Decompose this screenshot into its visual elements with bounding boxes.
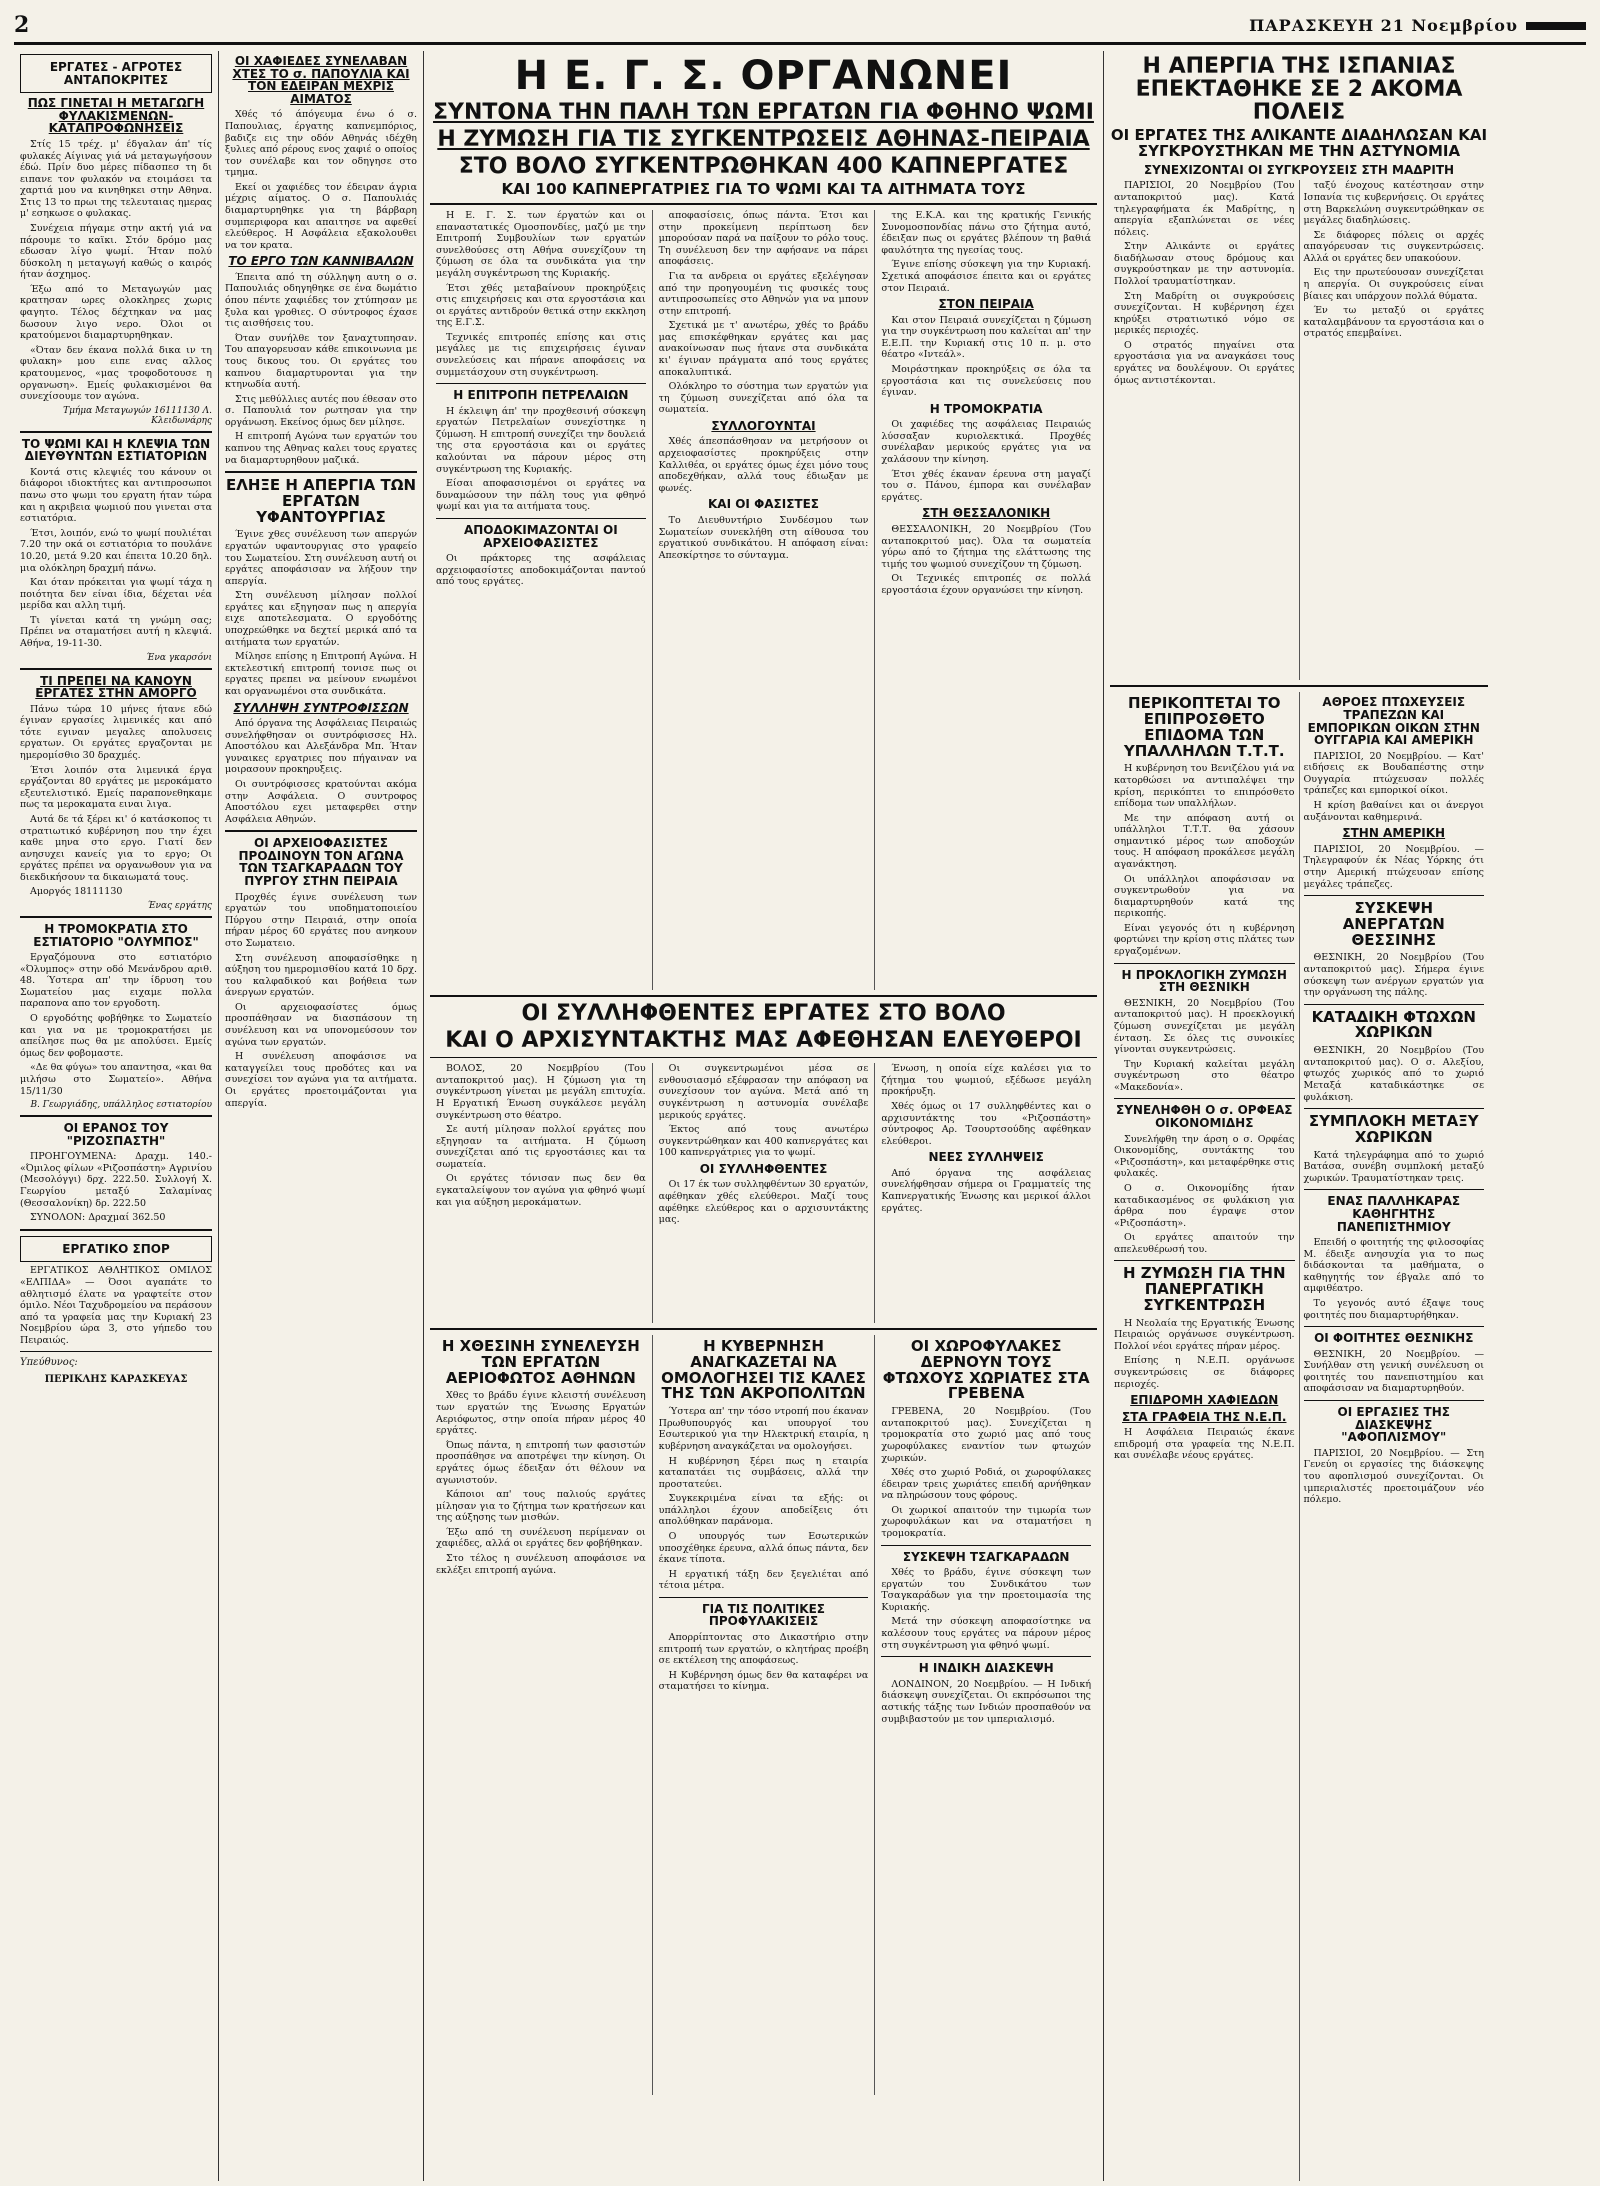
article-body [1114, 1427, 1295, 1462]
paragraph: Η Νεολαία της Εργατικής Ένωσης Πειραιώς οργάνωσε συγκέντρωση. Πολλοί νέοι εργάτες πήραν μέρος. [1114, 1317, 1295, 1352]
paragraph: ΠΑΡΙΣΙΟΙ, 20 Νοεμβρίου. — Τηλεγραφούν έκ Νέας Υόρκης ότι στην Αμερική πτώχευσαν επίσης μεγάλες τράπεζες. [1303, 843, 1484, 890]
article-title: ΚΑΤΑΔΙΚΗ ΦΤΩΧΩΝ ΧΩΡΙΚΩΝ [1311, 1007, 1476, 1042]
divider [881, 1656, 1091, 1657]
article-body [20, 1265, 212, 1346]
divider [20, 1351, 212, 1352]
main-headline-3: Η ΖΥΜΩΣΗ ΓΙΑ ΤΙΣ ΣΥΓΚΕΝΤΡΩΣΕΙΣ ΑΘΗΝΑΣ-ΠΕΙΡΑΙΑ [437, 127, 1090, 153]
article-subtitle-2: ΣΤΑ ΓΡΑΦΕΙΑ ΤΗΣ Ν.Ε.Π. [1122, 1409, 1287, 1424]
article-signature: Ένας εργάτης [147, 900, 212, 911]
volos-columns [430, 1063, 1097, 1323]
article-subtitle: ΣΤΗ ΘΕΣΣΑΛΟΝΙΚΗ [922, 506, 1051, 521]
article-title: ΤΟ ΨΩΜΙ ΚΑΙ Η ΚΛΕΨΙΑ ΤΩΝ ΔΙΕΥΘΥΝΤΩΝ ΕΣΤΙΑΤΟΡΙΩΝ [21, 436, 211, 464]
article-subtitle: ΣΤΗΝ ΑΜΕΡΙΚΗ [1342, 826, 1446, 841]
column-1 [14, 51, 219, 2181]
right-columns [1110, 692, 1488, 2181]
article-title: ΑΘΡΟΕΣ ΠΤΩΧΕΥΣΕΙΣ ΤΡΑΠΕΖΩΝ ΚΑΙ ΕΜΠΟΡΙΚΩΝ ΟΙΚΩΝ ΣΤΗΝ ΟΥΓΓΑΡΙΑ ΚΑΙ ΑΜΕΡΙΚΗ [1307, 695, 1480, 748]
paragraph: ΣΥΝΟΛΟΝ: Δραχμαί 362.50 [30, 1212, 166, 1224]
divider [1304, 895, 1485, 896]
paragraph: Είναι γεγονός ότι η κυβέρνηση φορτώνει την κρίση στις πλάτες των εργαζομένων. [1114, 922, 1295, 958]
main-col-1 [430, 210, 653, 990]
divider [20, 1115, 212, 1117]
spain-subheadline-2: ΣΥΝΕΧΙΖΟΝΤΑΙ ΟΙ ΣΥΓΚΡΟΥΣΕΙΣ ΣΤΗ ΜΑΔΡΙΤΗ [1143, 162, 1455, 177]
article-title: ΣΥΜΠΛΟΚΗ ΜΕΤΑΞΥ ΧΩΡΙΚΩΝ [1308, 1112, 1479, 1146]
paragraph: Κάποιοι απ' τους παλιούς εργάτες μίλησαν για το ζήτημα των κρατήσεων και της αύξησης των μισθών. [436, 1489, 646, 1524]
article-body [1114, 1134, 1295, 1256]
paragraph: Συγκεκριμένα είναι τα εξής: οι υπάλληλοι έχουν αποδείξεις ότι απολύθηκαν παράνομα. [658, 1493, 869, 1528]
divider [20, 431, 212, 433]
divider [1114, 963, 1295, 964]
divider [225, 830, 417, 832]
paragraph: Οι συγκεντρωμένοι μέσα σε ενθουσιασμό εξέφρασαν την απόφαση να συνεχίσουν τον αγώνα. Μετά από τη συγκέντρωση η αστυνομία συνέλαβε μερικούς εργάτες. [658, 1063, 869, 1121]
issue-date-text: ΠΑΡΑΣΚΕΥΗ 21 Νοεμβρίου [1249, 15, 1518, 35]
article-body [881, 1567, 1091, 1651]
main-headline-4: ΣΤΟ ΒΟΛΟ ΣΥΓΚΕΝΤΡΩΘΗΚΑΝ 400 ΚΑΠΝΕΡΓΑΤΕΣ [458, 154, 1069, 180]
paragraph: Απορρίπτοντας στο Δικαστήριο στην επιτροπή των εργατών, ο κλητήρας προέβη σε εκτέλεση της αποφάσεως. [658, 1632, 869, 1667]
article-title: ΓΙΑ ΤΙΣ ΠΟΛΙΤΙΚΕΣ ΠΡΟΦΥΛΑΚΙΣΕΙΣ [702, 1601, 825, 1629]
article-body [659, 1063, 869, 1159]
paragraph: Έξω από τη συνέλευση περίμεναν οι χαφιέδες, αλλά οι εργάτες δεν φοβήθηκαν. [436, 1526, 646, 1550]
lower-columns [430, 1335, 1097, 2095]
paragraph: Στη συνέλευση αποφασίσθηκε η αύξηση του ημερομισθίου κατά 10 δρχ. του καλφαδικού και βοήθεια των άνεργων εργατών. [225, 952, 417, 999]
paragraph: Αυτά δε τά ξέρει κι' ό κατάσκοπος τι στρατιωτικό κυβέρνηση που την έχει καθε μηνα στο εργο. Γιατί δεν ανησυχει κανείς για το εργο; Οι εργάτες πρέπει να οργανωθουν για να διεκδικήσουν τα δικαιωματά τους. [20, 813, 212, 883]
paragraph: Έγινε επίσης σύσκεψη για την Κυριακή. Σχετικά αποφάσισε έπειτα και οι εργάτες στον Πειραιά. [881, 259, 1092, 294]
article-title: Η ΚΥΒΕΡΝΗΣΗ ΑΝΑΓΚΑΖΕΤΑΙ ΝΑ ΟΜΟΛΟΓΗΣΕΙ ΤΙΣ ΚΑΛΕΣ ΤΗΣ ΤΩΝ ΑΚΡΟΠΟΛΙΤΩΝ [661, 1337, 866, 1403]
paragraph: Από όργανα της ασφάλειας συνελήφθησαν σήμερα οι Γραμματείς της Καπνεργατικής Ένωσης και μερικοί άλλοι εργάτες. [881, 1167, 1092, 1214]
paragraph: Χθες το βράδυ έγινε κλειστή συνέλευση των εργατών της Ένωσης Εργατών Αεριόφωτος, στην οποία πήραν μέρος 40 εργάτες. [436, 1390, 646, 1437]
article-title: Η ΤΡΟΜΟΚΡΑΤΙΑ ΣΤΟ ΕΣΤΙΑΤΟΡΙΟ "ΟΛΥΜΠΟΣ" [33, 921, 199, 949]
article-body [1304, 952, 1485, 998]
paragraph: Ο σ. Οικονομίδης ήταν καταδικασμένος σε φυλάκιση για άρθρα που έγραψε στον «Ριζοσπάστη». [1114, 1182, 1295, 1229]
responsible-label: Υπεύθυνος: [20, 1357, 78, 1369]
paragraph: Σε διάφορες πόλεις οι αρχές απαγόρευσαν τις συγκεντρώσεις. Αλλά οι εργάτες δεν υπακούουν. [1303, 229, 1484, 264]
volos-col-3 [875, 1063, 1097, 1323]
paragraph: Οι αρχειοφασίστες όμως προσπάθησαν να διασπάσουν τη συνέλευση και να υπονομεύσουν τον αγώνα των εργατών. [225, 1001, 417, 1048]
paragraph: Χθές στο χωριό Ροδιά, οι χωροφύλακες έδειραν τρεις χωριάτες επειδή αρνήθηκαν να πληρώσουν τους φόρους. [881, 1467, 1092, 1502]
paragraph: Στη συνέλευση μίλησαν πολλοί εργάτες και εξηγησαν πως η απεργία ειχε αποτελεσματα. Ο εργοδότης υποχρεώθηκε να δεχτεί μερικά από τα αιτήματα των εργατών. [225, 590, 417, 648]
paragraph: Η Ε. Γ. Σ. των έργατών και οι επαναστατικές Ομοσπονδίες, μαζύ με την Επιτροπή Συμβουλίων των εργατών συνελθούσες στη Αθήνα συνεχίζουν τη ζύμωση σε όλα τα συνδικάτα για την μεγάλη συγκέντρωση της Κυριακής. [436, 210, 646, 279]
paragraph: Η Κυβέρνηση όμως δεν θα καταφέρει να σταματήσει το κίνημα. [658, 1669, 869, 1693]
spain-headline: Η ΑΠΕΡΓΙΑ ΤΗΣ ΙΣΠΑΝΙΑΣ ΕΠΕΚΤΑΘΗΚΕ ΣΕ 2 ΑΚΟΜΑ ΠΟΛΕΙΣ [1135, 54, 1463, 126]
divider [430, 203, 1097, 205]
section-title: ΕΡΓΑΤΕΣ - ΑΓΡΟΤΕΣ ΑΝΤΑΠΟΚΡΙΤΕΣ [49, 60, 183, 87]
divider [430, 1057, 1097, 1058]
paragraph: «Όταν δεν έκανα πολλά δικα ιν τη φυλακη» μου ειπε ενας αλλος κρατουμενος, «μας τροφοδοτουσε η οργανωση». Εμείς φυλακισμένοι θα συνεχίσουμε τον αγώνα. [20, 344, 212, 403]
paragraph: Στη Μαδρίτη οι συγκρούσεις συνεχίζονται. Η κυβέρνηση έχει κηρύξει στρατιωτικό νόμο σε μερικές περιοχές. [1114, 290, 1295, 337]
issue-date [1249, 16, 1586, 35]
article-body [20, 1151, 212, 1223]
paragraph: ΘΕΣΝΙΚΗ, 20 Νοεμβρίου (Του ανταποκριτού μας). Η προεκλογική ζύμωση συνεχίζεται με μεγάλη ένταση. Σε όλες τις συνοικίες γίνονται συγκεντρώσεις. [1114, 997, 1295, 1056]
paragraph: ΕΡΓΑΤΙΚΟΣ ΑΘΛΗΤΙΚΟΣ ΟΜΙΛΟΣ «ΕΛΠΙΔΑ» — Όσοι αγαπάτε το αθλητισμό έλατε να γραφτείτε στον όμιλο. Νέοι Ταχυδρομείου να περάσουν από τα γραφεία μας την Κυριακή 23 Νοεμβρίου ώρα 3, στο γήπεδο του Πειραιώς. [20, 1265, 212, 1346]
article-subtitle: Η ΤΡΟΜΟΚΡΑΤΙΑ [929, 401, 1043, 416]
article-title: ΟΙ ΦΟΙΤΗΤΕΣ ΘΕΣΝΙΚΗΣ [1314, 1331, 1474, 1346]
article-subtitle: ΑΠΟΔΟΚΙΜΑΖΟΝΤΑΙ ΟΙ ΑΡΧΕΙΟΦΑΣΙΣΤΕΣ [463, 522, 618, 550]
paragraph: Επίσης η Ν.Ε.Π. οργάνωσε συγκεντρώσεις σε διάφορες περιοχές. [1114, 1355, 1295, 1390]
article-title: Η ΙΝΔΙΚΗ ΔΙΑΣΚΕΨΗ [918, 1661, 1054, 1676]
paragraph: Και στον Πειραιά συνεχίζεται η ζύμωση για την συγκέντρωση που καλείται απ' την Ε.Ε.Π. την Κυριακή στις 10 π. μ. στο θέατρο «Ιντεάλ». [881, 314, 1092, 361]
article-body [881, 1679, 1091, 1725]
article-title: ΠΩΣ ΓΙΝΕΤΑΙ Η ΜΕΤΑΓΩΓΗ ΦΥΛΑΚΙΣΜΕΝΩΝ-ΚΑΤΑΠΡΟΦΩΝΗΣΕΙΣ [27, 96, 205, 136]
article-title: Η ΠΡΟΚΛΟΓΙΚΗ ΖΥΜΩΣΗ ΣΤΗ ΘΕΣΝΙΚΗ [1121, 967, 1287, 995]
article-body [436, 1390, 646, 1576]
article-title: ΕΡΓΑΤΙΚΟ ΣΠΟΡ [62, 1241, 170, 1256]
article-body [225, 272, 417, 466]
paragraph: Ύστερα απ' την τόσο ντροπή που έκαναν Πρωθυπουργός και υπουργοί του Εσωτερικού για την Ηλεκτρική εταιρία, η κυβέρνηση αναγκάζεται να ομολογήσει. [658, 1406, 869, 1452]
paragraph: Χθές τό άπόγευμα ένω ό σ. Παπουλιας, έργατης καπνεμπόριος, βαδιζε εις την οδόν Αθηνάς ιδέχθη ξυλιες από ρέρους ενος χαφιέ ο οποίος τον συνέλαβε και τον οδηγησε στο τμημα. [225, 109, 417, 179]
paragraph: Σχετικά με τ' ανωτέρω, χθές το βράδυ μας επισκέφθηκαν εργάτες και μας ανακοίνωσαν πως ήτανε στα συνδικάτα κι' έγιναν πράγματα από τους εργάτες αποκαλυπτικά. [658, 320, 869, 378]
article-body [1304, 751, 1485, 823]
paragraph: Χθές άπεσπάσθησαν να μετρήσουν οι αρχειοφασίστες προκηρύξεις στην Καλλιθέα, οι εργάτες όμως έχει μόνο τους αποδεχθήκαν, αλλά τους έδιωξαν με φωνές. [658, 436, 869, 494]
article-body [881, 419, 1091, 503]
article-title: ΟΙ ΧΑΦΙΕΔΕΣ ΣΥΝΕΛΑΒΑΝ ΧΤΕΣ ΤΟ σ. ΠΑΠΟΥΛΙΑ ΚΑΙ ΤΟΝ ΕΔΕΙΡΑΝ ΜΕΧΡΙΣ ΑΙΜΑΤΟΣ [232, 54, 410, 106]
paragraph: Η συνέλευση αποφάσισε να καταγγείλει τους προδότες και να συνεχίσει τον αγώνα για τα αιτήματα. Οι εργάτες προετοιμάζονται για απεργία. [225, 1051, 417, 1109]
article-subtitle: ΝΕΕΣ ΣΥΛΛΗΨΕΙΣ [928, 1150, 1044, 1165]
divider [1304, 1400, 1485, 1401]
article-body [225, 718, 417, 825]
divider [1114, 1098, 1295, 1099]
divider [436, 518, 646, 519]
paragraph: Το Διευθυντήριο Συνδέσμου των Σωματείων συνεκλήθη στη αίθουσα του εργατικού συνδικάτου. Η απόφαση είναι: Απεσκίρτησε το σύνταγμα. [658, 514, 869, 561]
paragraph: Έτσι χθές μεταβαίνουν προκηρύξεις στις επιχειρήσεις και στα εργοστάσια και οι εργάτες αντιδρούν θετικά στην εκκληση της Ε.Γ.Σ. [436, 282, 646, 329]
paragraph: Οι χωρικοί απαιτούν την τιμωρία των χωροφυλάκων και να σταματήσει η τρομοκρατία. [881, 1504, 1092, 1539]
divider [1114, 1260, 1295, 1261]
paragraph: Ένωση, η οποία είχε καλέσει για το ζήτημα του ψωμιού, εξέδωσε μεγάλη προκήρυξη. [881, 1063, 1092, 1098]
main-section [424, 51, 1104, 2181]
spain-columns [1110, 180, 1488, 680]
paragraph: ΘΕΣΝΙΚΗ, 20 Νοεμβρίου. — Συνήλθαν στη γενική συνέλευση οι φοιτητές του πανεπιστημίου και αποφάσισαν να διαμαρτυρηθούν. [1303, 1348, 1484, 1395]
paragraph: Συνέχεια πήγαμε στην ακτή γιά να πάρουμε το καϊκι. Στόν δρόμο μας εδωσαν λίγο ψωμί. Ήταν πολύ δύσκολη η μεταγωγή καθώς ο καιρός ήταν άσχημος. [20, 223, 212, 281]
paragraph: Κοντά στις κλεψιές του κάνουν οι διάφοροι ιδιοκτήτες και αντιπροσωποι πανω στο ψωμι του εργατη ήταν τώρα και η ακριβεια ψωμιού που γινεται στα εστιατόρια. [20, 466, 212, 525]
article-body [436, 210, 646, 378]
main-headline-2: ΣΥΝΤΟΝΑ ΤΗΝ ΠΑΛΗ ΤΩΝ ΕΡΓΑΤΩΝ ΓΙΑ ΦΘΗΝΟ ΨΩΜΙ [433, 100, 1094, 125]
columns [14, 51, 1586, 2181]
lower-col-3 [875, 1335, 1097, 2095]
article-body [1304, 844, 1485, 890]
article-signature: Ένα γκαρσόνι [146, 652, 212, 663]
paragraph: ταξύ ένοχους κατέστησαν στην Ισπανία τις κυβερνήσεις. Οι εργάτες στη Βαρκελώνη συγκεντρώθηκαν σε μεγάλες διαδηλώσεις. [1303, 180, 1484, 227]
section-header [20, 54, 212, 93]
paragraph: Η επιτροπή Αγώνα των εργατών του καπνου της Αθηνας καλει τους εργατες να διαμαρτυρηθουν μαζικά. [225, 431, 417, 466]
article-body [1304, 180, 1485, 340]
main-col-3 [875, 210, 1097, 990]
article-body [659, 436, 869, 494]
article-body [881, 315, 1091, 399]
paragraph: Προχθές έγινε συνέλευση των εργατών του υποδηματοποιείου Πύργου στην Πειραιά, στην οποία πήραν μέρος 60 εργάτες που ανηκουν στο Σωματειο. [225, 891, 417, 949]
article-title: ΤΙ ΠΡΕΠΕΙ ΝΑ ΚΑΝΟΥΝ ΕΡΓΑΤΕΣ ΣΤΗΝ ΑΜΟΡΓΟ [35, 673, 197, 701]
paragraph: Ο εργοδότης φοβήθηκε το Σωματείο και για να με τρομοκρατήσει με απείλησε πως θα με απολύσει. Εμείς όμως δεν φοβομαστε. [20, 1013, 212, 1059]
paragraph: Έτσι, λοιπόν, ενώ το ψωμί πουλιέται 7.20 την οκά οι εστιατόρια το πουλάνε 10.20, μετά 9.20 και έπειτα 10.20 δηλ. μια ολόκληρη δραχμή πάνω. [20, 527, 212, 574]
paragraph: Ο υπουργός των Εσωτερικών υποσχέθηκε έρευνα, αλλά όπως πάντα, δεν έκανε τίποτα. [658, 1531, 869, 1566]
paragraph: Οι συντρόφισσες κρατούνται ακόμα στην Ασφάλεια. Ο συντροφος Αποστόλου εχει μεταφερθει στην Ασφάλεια Αθηνών. [225, 778, 417, 825]
article-body [1114, 180, 1295, 386]
divider [20, 1229, 212, 1231]
main-col-2 [653, 210, 876, 990]
divider [881, 1545, 1091, 1546]
paragraph: Μίλησε επίσης η Επιτροπή Αγώνα. Η εκτελεστική επιτροπή τονισε πως οι εργατες πρεπει να μείνουν ενωμένοι και οργανωμένοι στα συνδικάτα. [225, 651, 417, 697]
volos-headline: ΟΙ ΣΥΛΛΗΦΘΕΝΤΕΣ ΕΡΓΑΤΕΣ ΣΤΟ ΒΟΛΟ [521, 1001, 1006, 1027]
volos-headline-2: ΚΑΙ Ο ΑΡΧΙΣΥΝΤΑΚΤΗΣ ΜΑΣ ΑΦΕΘΗΣΑΝ ΕΛΕΥΘΕΡΟΙ [445, 1028, 1082, 1054]
article-body [225, 529, 417, 697]
paragraph: Ολόκληρο το σύστημα των εργατών για τη ζύμωση συνεχίζεται από όλα τα σωματεία. [658, 381, 869, 416]
paragraph: Όταν συνήλθε τον ξαναχτυπησαν. Του απαγορευσαν κάθε επικοινωνια με τους δικους του. Οι εργάτες του καπνου διαμαρτυρονται για την κτηνωδία αυτή. [225, 332, 417, 391]
paragraph: Και όταν πρόκειται για ψωμί τάχα η ποιότητα δεν είναι ίδια, δέχεται νέα μερίδα και αλλη τιμή. [20, 577, 212, 612]
paragraph: Την Κυριακή καλείται μεγάλη συγκέντρωση στο θέατρο «Μακεδονία». [1114, 1058, 1295, 1093]
paragraph: Κατά τηλεγράφημα από το χωριό Βατάσα, συνέβη συμπλοκή μεταξύ χωρικών. Τραυματίστηκαν τρεις. [1303, 1149, 1484, 1184]
paragraph: Έν τω μεταξύ οι εργάτες καταλαμβάνουν τα εργοστάσια και ο στρατός επεμβαίνει. [1303, 305, 1484, 340]
paragraph: Τεχνικές επιτροπές επίσης και στις μεγάλες με τις επιχειρήσεις έγιναν συνελεύσεις και πήρανε αποφάσεις να συμμετάσχουν στη συγκέντρωση. [436, 331, 646, 378]
article-body [881, 524, 1091, 596]
article-subtitle: ΣΥΛΛΟΓΟΥΝΤΑΙ [711, 418, 816, 433]
paragraph: ΒΟΛΟΣ, 20 Νοεμβρίου (Του ανταποκριτού μας). Η ζύμωση για τη συγκέντρωση γίνεται με μεγάλη επιτυχία. Η Εργατική Ένωση συγκάλεσε μεγάλη συγκέντρωση στο θέατρο. [436, 1063, 646, 1121]
page-number: 2 [14, 12, 30, 38]
paragraph: Η κυβέρνηση ξέρει πως η εταιρία καταπατάει τις συμβάσεις, αλλά την προστατεύει. [658, 1455, 869, 1490]
paragraph: Χθές το βράδυ, έγινε σύσκεψη των εργατών του Συνδικάτου των Τσαγκαράδων για την προετοιμασία της Κυριακής. [881, 1567, 1092, 1613]
article-body [881, 1063, 1091, 1147]
article-body [20, 139, 212, 403]
article-title: ΟΙ ΑΡΧΕΙΟΦΑΣΙΣΤΕΣ ΠΡΟΔΙΝΟΥΝ ΤΟΝ ΑΓΩΝΑ ΤΩΝ ΤΣΑΓΚΑΡΑΔΩΝ ΤΟΥ ΠΥΡΓΟΥ ΣΤΗΝ ΠΕΙΡΑΙΑ [238, 836, 404, 889]
paragraph: της Ε.Κ.Α. και της κρατικής Γενικής Συνομοσπονδίας πάνω στο ζήτημα αυτό, έδειξαν πως οι εργάτες βλέπουν τη βαθιά φαυλότητα της ηγεσίας τους. [881, 210, 1092, 256]
column-2 [219, 51, 424, 2181]
paragraph: Έγινε χθες συνέλευση των απεργών εργατών υφαντουργιας στο γραφείο του Σωματείου. Στη συνέλευση αυτή οι εργάτες αποφάσισαν να λήξουν την απεργία. [225, 529, 417, 587]
paragraph: Η εργατική τάξη δεν ξεγελιέται από τέτοια μέτρα. [658, 1568, 869, 1592]
spain-col-1 [1110, 180, 1300, 680]
article-body [20, 704, 212, 898]
spain-subheadline: ΟΙ ΕΡΓΑΤΕΣ ΤΗΣ ΑΛΙΚΑΝΤΕ ΔΙΑΔΗΛΩΣΑΝ ΚΑΙ ΣΥΓΚΡΟΥΣΤΗΚΑΝ ΜΕ ΤΗΝ ΑΣΤΥΝΟΜΙΑ [1110, 126, 1488, 161]
paragraph: Έτσι χθές έκαναν έρευνα στη μαγαζί του σ. Πάνου, έμπορα και συνέλαβαν εργάτες. [881, 468, 1092, 503]
paragraph: ΠΡΟΗΓΟΥΜΕΝΑ: Δραχμ. 140.- «Όμιλος φίλων «Ριζοσπάστη» Αγρινίου (Μεσολόγγι) δρχ. 222.50. Συλλογή Χ. Γεωργίου μεταξύ Σαλαμίνας (Θεσσαλονίκη) δρ. 222.50 [20, 1151, 212, 1209]
article-title: ΕΛΗΞΕ Η ΑΠΕΡΓΙΑ ΤΩΝ ΕΡΓΑΤΩΝ ΥΦΑΝΤΟΥΡΓΙΑΣ [225, 476, 417, 526]
paragraph: Έξω από το Μεταγωγών μας κρατησαν ωρες ολοκληρες χωρις φαγητο. Τέλος δέχτηκαν να μας δωσουν λιγο νερο. Όλοι οι κρατούμενοι διαμαρτυρηθηκαν. [20, 283, 212, 342]
article-body [881, 210, 1091, 294]
lower-col-1 [430, 1335, 653, 2095]
paragraph: Η κυβέρνηση του Βενιζέλου γιά να κατορθώσει να αντιπαλέψει την κρίση, περικόπτει το επιπρόσθετο επίδομα των υπαλλήλων. [1114, 763, 1295, 810]
article-subtitle: ΚΑΙ ΟΙ ΦΑΣΙΣΤΕΣ [708, 497, 819, 512]
paragraph: ΘΕΣΣΑΛΟΝΙΚΗ, 20 Νοεμβρίου (Του ανταποκριτού μας). Όλα τα σωματεία γύρω από το ζήτημα της ελάττωσης της τιμής του ψωμιού συνεχίζουν τη ζύμωση. [881, 523, 1092, 570]
paragraph: Οι πράκτορες της ασφάλειας αρχειοφασίστες αποδοκιμάζονται παντού από τους εργάτες. [436, 553, 646, 588]
paragraph: Όπως πάντα, η επιτροπή των φασιστών προσπάθησε να αποτρέψει την κίνηση. Οι εργάτες όμως έδειξαν ότι θέλουν να αγωνιστούν. [436, 1439, 646, 1486]
right-section [1104, 51, 1494, 2181]
article-body [659, 1632, 869, 1693]
article-body [1114, 763, 1295, 957]
article-title: Η ΧΘΕΣΙΝΗ ΣΥΝΕΛΕΥΣΗ ΤΩΝ ΕΡΓΑΤΩΝ ΑΕΡΙΟΦΩΤΟΣ ΑΘΗΝΩΝ [441, 1337, 640, 1387]
article-body [1304, 1150, 1485, 1185]
paragraph: Η κρίση βαθαίνει και οι άνεργοι αυξάνονται καθημερινά. [1303, 800, 1484, 823]
article-title: ΟΙ ΕΡΑΝΟΣ ΤΟΥ "ΡΙΖΟΣΠΑΣΤΗ" [63, 1121, 169, 1148]
article-body [659, 210, 869, 416]
paragraph: ΠΑΡΙΣΙΟΙ, 20 Νοεμβρίου. — Στη Γενεύη οι εργασίες της διάσκεψης του αφοπλισμού συνεχίζονται. Οι ιμπεριαλιστές προετοιμάζουν νέο πόλεμο. [1303, 1447, 1484, 1506]
paragraph: ΛΟΝΔΙΝΟΝ, 20 Νοεμβρίου. — Η Ινδική διάσκεψη συνεχίζεται. Οι εκπρόσωποι της αστικής τάξης των Ινδιών προσπαθούν να συμβιβαστούν με τον ιμπεριαλισμό. [881, 1678, 1092, 1725]
paragraph: Οι 17 έκ των συλληφθέντων 30 εργατών, αφέθηκαν χθές ελεύθεροι. Μαζί τους αφέθηκε ελεύθερος και ο αρχισυντάκτης μας. [658, 1179, 869, 1226]
article-title: ΕΝΑΣ ΠΑΛΛΗΚΑΡΑΣ ΚΑΘΗΓΗΤΗΣ ΠΑΝΕΠΙΣΤΗΜΙΟΥ [1327, 1194, 1461, 1234]
article-body [1304, 1237, 1485, 1321]
paragraph: Η Ασφάλεια Πειραιώς έκανε επιδρομή στα γραφεία της Ν.Ε.Π. και συνέλαβε νέους εργάτες. [1114, 1427, 1295, 1462]
main-columns [430, 210, 1097, 990]
article-subtitle: ΟΙ ΣΥΛΛΗΦΘΕΝΤΕΣ [699, 1161, 828, 1176]
article-title: ΟΙ ΕΡΓΑΣΙΕΣ ΤΗΣ ΔΙΑΣΚΕΨΗΣ "ΑΦΟΠΛΙΣΜΟΥ" [1337, 1405, 1450, 1445]
spain-col-2 [1300, 180, 1489, 680]
divider [1304, 1189, 1485, 1190]
paragraph: Στις μεθύλλιες αυτές που έθεσαν στο σ. Παπουλιά τον ρωτησαν για την οργάνωση. Εκείνος όμως δεν μίλησε. [225, 393, 417, 428]
volos-col-1 [430, 1063, 653, 1323]
paragraph: Το γεγονός αυτό έξαψε τους φοιτητές που διαμαρτυρήθηκαν. [1303, 1297, 1484, 1321]
article-title: ΟΙ ΧΩΡΟΦΥΛΑΚΕΣ ΔΕΡΝΟΥΝ ΤΟΥΣ ΦΤΩΧΟΥΣ ΧΩΡΙΑΤΕΣ ΣΤΑ ΓΡΕΒΕΝΑ [882, 1337, 1090, 1403]
divider [1110, 685, 1488, 687]
article-body [225, 109, 417, 251]
right-col-2 [1300, 692, 1489, 2181]
section-header [20, 1236, 212, 1263]
paragraph: Σε αυτή μίλησαν πολλοί εργάτες που εξηγησαν τα αιτήματα. Η ζύμωση συνεχίζεται από τις εργοστάσιες και τα σωματεία. [436, 1124, 646, 1170]
paragraph: Μοιράστηκαν προκηρύξεις σε όλα τα εργοστάσια και τις συνελεύσεις που έγιναν. [881, 363, 1092, 399]
paragraph: Εκεί οι χαφιέδες τον έδειραν άγρια μέχρις αίματος. Ο σ. Παπουλιάς διαμαρτυρηθηκε για τη βάρβαρη συμπεριφορα και απαιτησε να αφεθεί ελεύθερος. Η Ασφάλεια εξακολουθει να τον κρατα. [225, 181, 417, 251]
paragraph: Χθές όμως οι 17 συλληφθέντες και ο αρχισυντάκτης του «Ριζοσπάστη» σύντροφος Αρ. Τσουρτσούδης αφέθηκαν ελεύθεροι. [881, 1100, 1092, 1147]
paragraph: Η έκλειψη άπ' την προχθεσινή σύσκεψη εργατών Πετρελαίων συνεχίστηκε η ζύμωση. Η επιτροπή συνεχίζει την δουλειά της στα εργοστάσια και οι εργάτες καλούνται να πάρουν μέρος στη συγκέντρωση της Κυριακής. [436, 405, 646, 475]
paragraph: ΘΕΣΝΙΚΗ, 20 Νοεμβρίου (Του ανταποκριτού μας). Σήμερα έγινε σύσκεψη των ανέργων εργατών για την οργάνωση της πάλης. [1303, 952, 1484, 999]
paragraph: Αμοργός 18111130 [30, 886, 123, 898]
article-body [659, 515, 869, 561]
main-headline: Η Ε. Γ. Σ. ΟΡΓΑΝΩΝΕΙ [514, 53, 1013, 99]
paragraph: Οι χαφιέδες της ασφάλειας Πειραιώς λύσσαξαν κυριολεκτικά. Προχθές συνέλαβαν μερικούς εργάτες για να χαλάσουν την κίνηση. [881, 419, 1092, 466]
paragraph: Στην Αλικάντε οι εργάτες διαδήλωσαν στους δρόμους και συγκρούστηκαν με την αστυνομία. Πολλοί τραυματίστηκαν. [1114, 241, 1295, 287]
article-title: ΣΥΣΚΕΨΗ ΑΝΕΡΓΑΤΩΝ ΘΕΣΣΙΝΗΣ [1342, 899, 1445, 949]
paragraph: Οι υπάλληλοι αποφάσισαν να συγκεντρωθούν για να διαμαρτυρηθούν κατά της περικοπής. [1114, 873, 1295, 920]
paragraph: αποφασίσεις, όπως πάντα. Έτσι και στην προκείμενη περίπτωση δεν μπορούσαν παρά να παίξουν το ρόλο τους. Τη συνέλευση δεν την αφήσανε να πάρει αποφάσεις. [658, 210, 869, 268]
paragraph: Μετά την σύσκεψη αποφασίστηκε να καλέσουν τους εργάτες να πάρουν μέρος στη συγκέντρωση για φθηνό ψωμί. [881, 1616, 1092, 1651]
article-title: Η ΖΥΜΩΣΗ ΓΙΑ ΤΗΝ ΠΑΝΕΡΓΑΤΙΚΗ ΣΥΓΚΕΝΤΡΩΣΗ [1122, 1264, 1286, 1314]
paragraph: Έκτος από τους ανωτέρω συγκεντρώθηκαν και 400 καπνεργάτες και 100 καπνεργάτριες για το ψωμί. [658, 1124, 869, 1159]
article-body [1114, 1318, 1295, 1390]
article-subtitle: ΤΟ ΕΡΓΟ ΤΩΝ ΚΑΝΝΙΒΑΛΩΝ [228, 254, 414, 269]
article-body [1114, 998, 1295, 1094]
masthead [14, 8, 1586, 45]
paragraph: Από όργανα της Ασφάλειας Πειραιώς συνελήφθησαν οι συντρόφισσες Ηλ. Αποστόλου και Αλεξάνδρα Μπ. Ήταν γυναικες εργατριες που πήγαιναν να μοιρασουν προκηρυξεις. [225, 718, 417, 776]
article-title: ΠΕΡΙΚΟΠΤΕΤΑΙ ΤΟ ΕΠΙΠΡΟΣΘΕΤΟ ΕΠΙΔΟΜΑ ΤΩΝ ΥΠΑΛΛΗΛΩΝ Τ.Τ.Τ. [1123, 694, 1285, 760]
article-subtitle: ΣΤΟΝ ΠΕΙΡΑΙΑ [938, 297, 1034, 312]
paragraph: Έτσι λοιπόν στα λιμενικά έργα εργάζονται 80 εργάτες με μεροκάματο εξευτελιστικό. Εμείς παραπονεθηκαμε πως τα μεροκαματα ειναι λιγα. [20, 764, 212, 811]
paragraph: Στίς 15 τρέχ. μ' έδγαλαν άπ' τίς φυλακές Αίγινας γιά νά μεταγωγήσουν έδώ. Πρίν δυο μέρες πίδασπεσ τη δι ειπανε τον φυλακόν να ετοιμάσει τα χαρτιά μου να κινηθηκει στην Αθηνα. Στις 13 το πρωι της τελευταιας ημερας μ' εσηκωσε ο φυλακας. [20, 138, 212, 220]
lower-col-2 [653, 1335, 876, 2095]
article-title: ΣΥΝΕΛΗΦΘΗ Ο σ. ΟΡΦΕΑΣ ΟΙΚΟΝΟΜΙΔΗΣ [1116, 1103, 1293, 1131]
article-body [436, 406, 646, 513]
article-subtitle: Η ΕΠΙΤΡΟΠΗ ΠΕΤΡΕΛΑΙΩΝ [453, 388, 629, 403]
responsible-name: ΠΕΡΙΚΛΗΣ ΚΑΡΑΣΚΕΥΑΣ [44, 1374, 188, 1386]
article-body [436, 1063, 646, 1208]
volos-col-2 [653, 1063, 876, 1323]
article-body [1304, 1448, 1485, 1506]
divider [436, 383, 646, 384]
article-body [881, 1168, 1091, 1214]
paragraph: Οι Τεχνικές επιτροπές σε πολλά εργοστάσια έχουν οργανώσει την κίνηση. [881, 573, 1092, 596]
paragraph: ΘΕΣΝΙΚΗ, 20 Νοεμβρίου (Του ανταποκριτού μας). Ο σ. Αλεξίου, φτωχός χωρικός από το χωριό Μεταξά καταδικάστηκε σε φυλάκιση. [1303, 1045, 1484, 1103]
article-body [659, 1179, 869, 1225]
article-body [1304, 1349, 1485, 1395]
article-title: ΣΥΣΚΕΨΗ ΤΣΑΓΚΑΡΑΔΩΝ [902, 1549, 1070, 1564]
main-headline-5: ΚΑΙ 100 ΚΑΠΝΕΡΓΑΤΡΙΕΣ ΓΙΑ ΤΟ ΨΩΜΙ ΚΑΙ ΤΑ ΑΙΤΗΜΑΤΑ ΤΟΥΣ [501, 180, 1026, 199]
divider [430, 995, 1097, 997]
article-body [20, 467, 212, 650]
paragraph: Τι γίνεται κατά τη γνώμη σας; Πρέπει να σταματήσει αυτή η κλεψιά. Αθήνα, 19-11-30. [20, 614, 212, 649]
paragraph: Συνελήφθη την άρση ο σ. Ορφέας Οικονομίδης, συντάκτης του «Ριζοσπάστη», και μεταφέρθηκε στις φυλακές. [1114, 1133, 1295, 1180]
article-body [1304, 1045, 1485, 1103]
paragraph: Στο τέλος η συνέλευση αποφάσισε να εκλέξει επιτροπή αγώνα. [436, 1552, 646, 1576]
paragraph: Εις την πρωτεύουσαν συνεχίζεται η απεργία. Οι συγκρούσεις είναι βίαιες και υπάρχουν πολλά θύματα. [1303, 267, 1484, 302]
paragraph: «Δε θα φύγω» του απαντησα, «και θα μιλήσω στο Σωματείο». Αθήνα 15/11/30 [20, 1062, 213, 1097]
divider [659, 1597, 869, 1598]
paragraph: Ο στρατός πηγαίνει στα εργοστάσια για να αναγκάσει τους εργάτες να δουλέψουν. Οι εργάτες όμως αντιστέκονται. [1114, 339, 1295, 386]
divider [1304, 1108, 1485, 1109]
divider [1304, 1326, 1485, 1327]
paragraph: ΠΑΡΙΣΙΟΙ, 20 Νοεμβρίου. — Κατ' ειδήσεις εκ Βουδαπέστης στην Ουγγαρία πτώχευσαν πολλές τράπεζες και εμπορικοί οίκοι. [1303, 750, 1484, 797]
paragraph: Οι εργάτες τόνισαν πως δεν θα εγκαταλείψουν τον αγώνα για φθηνό ψωμί και για αύξηση μεροκάματων. [436, 1173, 646, 1208]
article-subtitle: ΕΠΙΔΡΟΜΗ ΧΑΦΙΕΔΩΝ [1130, 1393, 1279, 1408]
article-body [225, 892, 417, 1109]
article-body [881, 1406, 1091, 1539]
paragraph: ΠΑΡΙΣΙΟΙ, 20 Νοεμβρίου (Του ανταποκριτού μας). Κατά τηλεγραφήματα έκ Μαδρίτης, η απεργία εξαπλώνεται σε νέες πόλεις. [1114, 180, 1295, 238]
article-body [436, 553, 646, 588]
divider [20, 916, 212, 918]
masthead-bar [1526, 22, 1586, 30]
article-body [20, 952, 212, 1097]
paragraph: Εργαζόμουνα στο εστιατόριο «Όλυμπος» στην οδό Μενάνδρου αριθ. 48. Ύστερα απ' την ίδρυση του Σωματείου μας ειχαμε πολλα παραπονα απο τον εργοδοτη. [20, 952, 212, 1010]
article-subtitle: ΣΥΛΛΗΨΗ ΣΥΝΤΡΟΦΙΣΣΩΝ [233, 700, 409, 715]
divider [225, 471, 417, 473]
article-signature: Τμήμα Μεταγωγών 16111130 Λ. Κλειδωνάρης [63, 405, 212, 426]
paragraph: Είσαι αποφασισμένοι οι εργάτες να δυναμώσουν την πάλη τους για φθηνό ψωμί και για τα αιτήματα τους. [436, 478, 646, 513]
paragraph: Πάνω τώρα 10 μήνες ήτανε εδώ έγιναν εργασίες λιμενικές και από τότε εγιναν μεγαλες απολυσεις εργατων. Οι εργάτες εργαζονται με ημερομίσθιο 30 δραχμές. [20, 703, 212, 762]
paragraph: Επειδή ο φοιτητής της φιλοσοφίας Μ. έδειξε ανησυχία για το πως διδάσκονται τα μαθήματα, ο καθηγητής τον έβγαλε από το αμφιθέατρο. [1303, 1237, 1484, 1295]
divider [430, 1328, 1097, 1330]
divider [20, 668, 212, 670]
article-signature: Β. Γεωργιάδης, υπάλληλος εστιατορίου [30, 1100, 212, 1111]
right-col-1 [1110, 692, 1300, 2181]
paragraph: Έπειτα από τη σύλληψη αυτη ο σ. Παπουλιάς οδηγηθηκε σε ένα δωμάτιο όπου πέντε χαφιέδες τον χτύπησαν με ξυλα και γροθιες. Ο σύντροφος έχασε τις αισθήσεις του. [225, 271, 417, 330]
paragraph: Οι εργάτες απαιτούν την απελευθέρωσή του. [1114, 1232, 1295, 1255]
paragraph: ΓΡΕΒΕΝΑ, 20 Νοεμβρίου. (Του ανταποκριτού μας). Συνεχίζεται η τρομοκρατία στο χωριό μας από τους χωροφύλακες εναντίον των φτωχών χωρικών. [881, 1406, 1092, 1464]
paragraph: Με την απόφαση αυτή οι υπάλληλοι Τ.Τ.Τ. θα χάσουν σημαντικό μέρος των αποδοχών τους. Η απόφαση προκάλεσε μεγάλη αγανάκτηση. [1114, 812, 1295, 870]
divider [1304, 1004, 1485, 1005]
article-body [659, 1406, 869, 1592]
paragraph: Για τα ανδρεια οι εργάτες εξελέγησαν από την προηγουμένη τις φυσικές τους αντιπροσωπείες στο Αθηνών για να μπουν στην επιτροπή. [658, 270, 869, 317]
